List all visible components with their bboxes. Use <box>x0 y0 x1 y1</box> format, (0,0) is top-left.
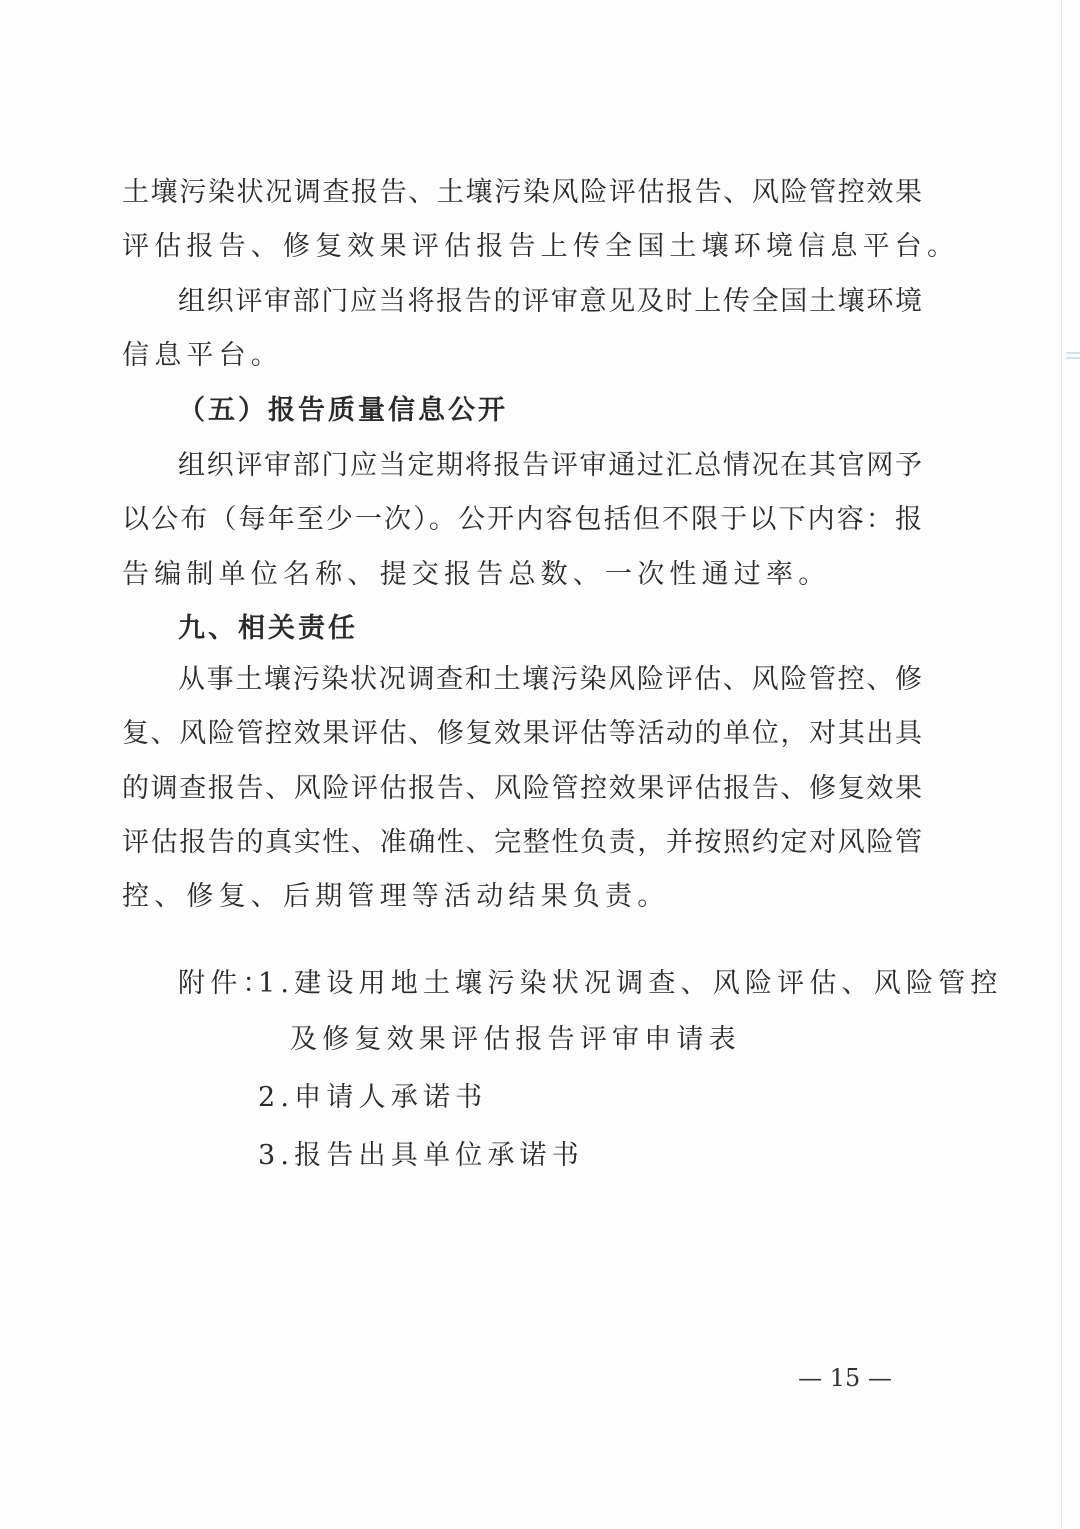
paragraph-line: 以公布（每年至少一次）。公开内容包括但不限于以下内容：报 <box>122 504 922 535</box>
scan-mark <box>1066 357 1080 359</box>
paragraph-line: 复、风险管控效果评估、修复效果评估等活动的单位，对其出具 <box>122 718 922 749</box>
attachment-item: 3.报告出具单位承诺书 <box>258 1140 584 1171</box>
section-heading: （五）报告质量信息公开 <box>178 395 508 426</box>
attachments-label: 附件： <box>178 968 275 999</box>
attachment-item: 及修复效果评估报告评审申请表 <box>290 1024 741 1055</box>
attachment-item: 2.申请人承诺书 <box>258 1082 488 1113</box>
attachment-item: 1.建设用地土壤污染状况调查、风险评估、风险管控 <box>258 968 1003 999</box>
paragraph-line: 土壤污染状况调查报告、土壤污染风险评估报告、风险管控效果 <box>122 177 922 208</box>
paragraph-line: 从事土壤污染状况调查和土壤污染风险评估、风险管控、修 <box>178 664 922 695</box>
paragraph-line: 告编制单位名称、提交报告总数、一次性通过率。 <box>122 559 831 590</box>
paragraph-line: 控、修复、后期管理等活动结果负责。 <box>122 881 670 912</box>
page-number: — 15 — <box>798 1364 892 1392</box>
paragraph-line: 组织评审部门应当定期将报告评审通过汇总情况在其官网予 <box>178 450 922 481</box>
paragraph-line: 评估报告、修复效果评估报告上传全国土壤环境信息平台。 <box>122 231 960 262</box>
scan-mark <box>1066 352 1080 354</box>
paragraph-line: 信息平台。 <box>122 340 283 371</box>
section-heading: 九、相关责任 <box>178 613 358 644</box>
paragraph-line: 评估报告的真实性、准确性、完整性负责，并按照约定对风险管 <box>122 827 922 858</box>
paragraph-line: 组织评审部门应当将报告的评审意见及时上传全国土壤环境 <box>178 286 922 317</box>
paragraph-line: 的调查报告、风险评估报告、风险管控效果评估报告、修复效果 <box>122 773 922 804</box>
page-edge <box>1061 0 1062 1529</box>
